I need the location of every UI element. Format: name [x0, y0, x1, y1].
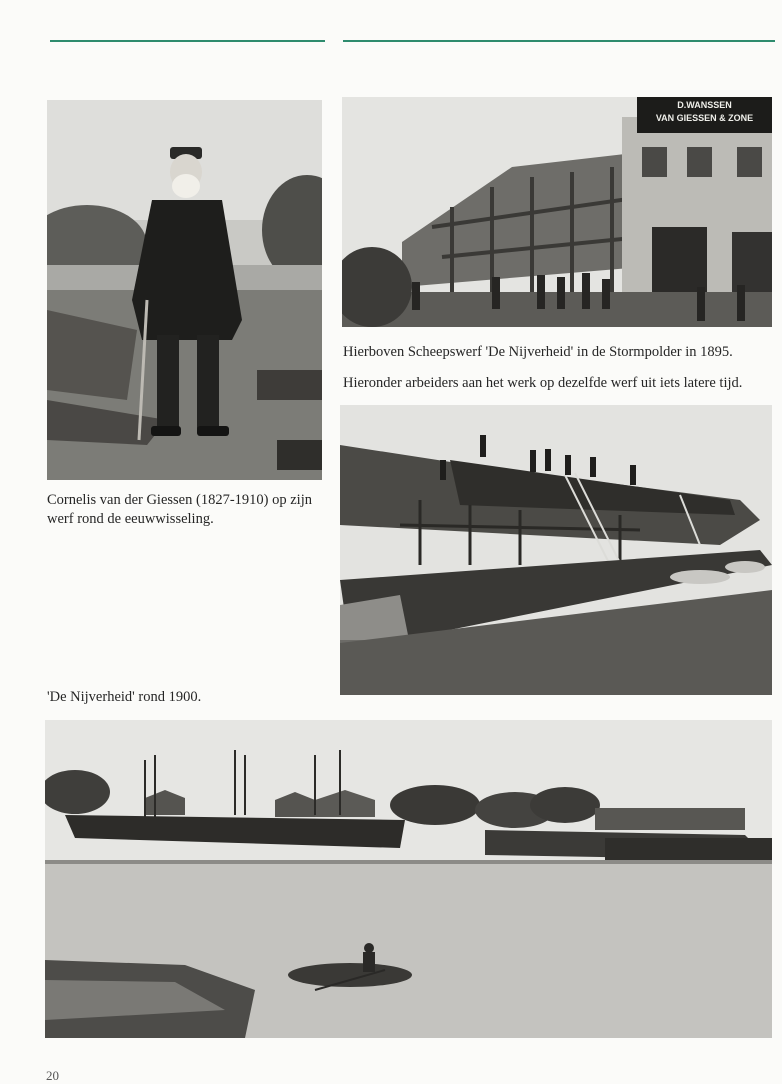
- top-rule-right: [343, 40, 775, 42]
- top-rule-left: [50, 40, 325, 42]
- building-sign-line1: D.WANSSEN: [677, 100, 732, 110]
- page-number: 20: [46, 1068, 59, 1083]
- shipyard-1895-photo: [342, 97, 772, 327]
- caption-river-view: 'De Nijverheid' rond 1900.: [47, 689, 202, 705]
- workers-shipyard-photo: [340, 405, 772, 695]
- caption-portrait: Cornelis van der Giessen (1827-1910) op zijn werf rond de eeuwwisseling.: [47, 492, 312, 527]
- caption-workers-below: Hieronder arbeiders aan het werk op dezelfde werf uit iets latere tijd.: [343, 375, 743, 391]
- portrait-photo: [47, 100, 322, 480]
- building-sign-line2: VAN GIESSEN & ZONE: [655, 113, 754, 123]
- caption-shipyard-above: Hierboven Scheepswerf 'De Nijverheid' in de Stormpolder in 1895.: [343, 344, 733, 360]
- building-sign: [639, 99, 770, 125]
- river-view-1900-photo: [45, 720, 772, 1038]
